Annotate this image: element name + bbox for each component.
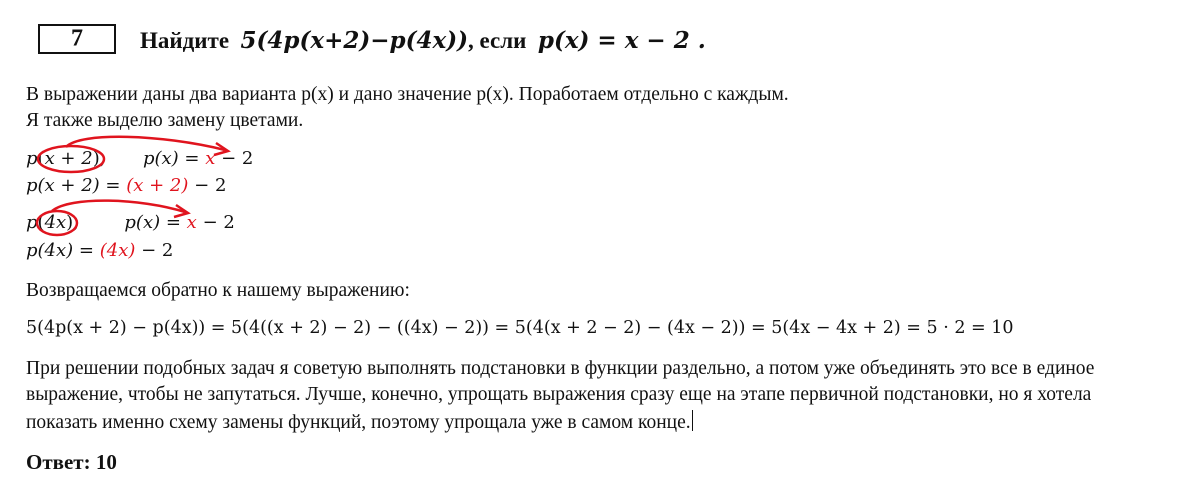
- task-statement: [140, 27, 706, 54]
- advice-line-3[interactable]: показать именно схему замены функций, поэтому упрощала уже в самом конце.: [26, 412, 691, 433]
- sub2-arg-circled: (4x): [37, 212, 74, 233]
- sub2-func-name: p: [26, 212, 38, 233]
- answer: Ответ: 10: [26, 450, 117, 474]
- sub1-line-def: p(x + 2), p(x) = x − 2: [26, 148, 254, 169]
- intro-line-2: Я также выделю замену цветами.: [26, 110, 304, 131]
- sub1-result-right: − 2: [194, 175, 227, 196]
- sub2-def-left: p(x) =: [124, 212, 181, 233]
- main-equation: 5(4p(x + 2) − p(4x)) = 5(4((x + 2) − 2) − ((4x) − 2)) = 5(4(x + 2 − 2) − (4x − 2)) = 5(4x − 4x + 2) = 5 · 2 = 10: [26, 318, 1014, 338]
- task-prompt-word: Найдите: [140, 28, 230, 53]
- sub2-arrow: [52, 201, 185, 212]
- sub2-line-result: [26, 240, 173, 261]
- advice-line-1: При решении подобных задач я советую выполнять подстановки в функции раздельно, а потом уже объединять это все в единое: [26, 358, 1095, 379]
- sub1-def-left: p(x) =: [142, 148, 200, 169]
- text-cursor: [692, 410, 693, 431]
- sub1-def-var: x: [205, 148, 216, 169]
- advice-line-2: выражение, чтобы не запутаться. Лучше, конечно, упрощать выражения сразу еще на этапе первичной подстановки, но я хотела: [26, 384, 1092, 405]
- sub2-line-def: p(4x), p(x) = x − 2: [26, 212, 235, 233]
- sub1-func-name: p: [26, 148, 38, 169]
- sub2-result-left: p(4x) =: [26, 240, 94, 261]
- sub2-def-right: − 2: [202, 212, 235, 233]
- task-condition-word: , если: [468, 28, 527, 53]
- sub1-def-right: − 2: [221, 148, 254, 169]
- return-text: Возвращаемся обратно к нашему выражению:: [26, 280, 410, 301]
- task-condition: p(x) = x − 2 .: [537, 27, 706, 54]
- intro-line-1: В выражении даны два варианта p(x) и дано значение p(x). Поработаем отдельно с каждым.: [26, 84, 789, 105]
- sub2-result-right: − 2: [141, 240, 174, 261]
- sub1-result-left: p(x + 2) =: [26, 175, 121, 196]
- sub2-def-var: x: [186, 212, 197, 233]
- task-expression: 5(4p(x+2)−p(4x)): [240, 27, 468, 54]
- sub2-result-red: (4x): [99, 240, 136, 261]
- task-number-box: [38, 24, 116, 54]
- task-number: 7: [71, 25, 83, 52]
- sub1-arg-circled: (x + 2): [37, 148, 100, 169]
- sub1-line-result: [26, 175, 226, 196]
- sub1-result-red: (x + 2): [126, 175, 189, 196]
